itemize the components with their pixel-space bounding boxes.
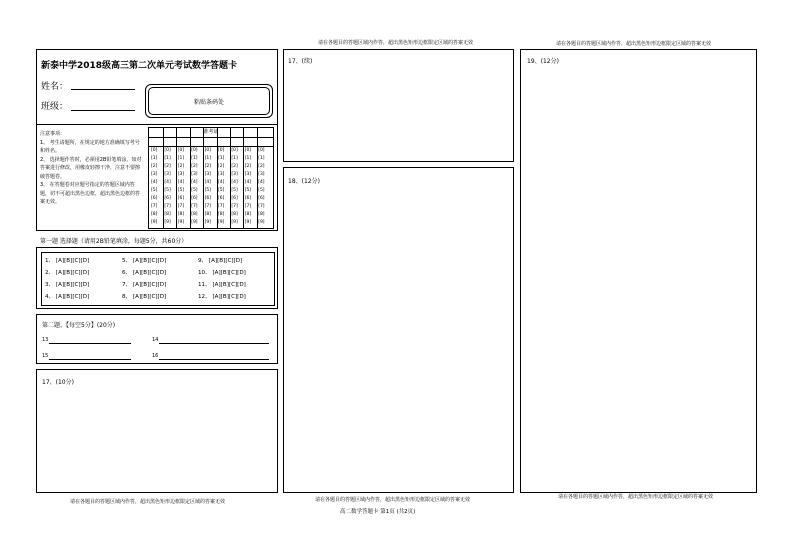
- exam-number-bubbles: [151, 148, 273, 228]
- exam-digit-bubble[interactable]: [0]: [151, 148, 158, 153]
- q17-continued-area[interactable]: [283, 49, 514, 162]
- q18-answer-area[interactable]: [283, 167, 514, 493]
- exam-digit-bubble[interactable]: [1]: [177, 156, 185, 161]
- exam-digit-bubble[interactable]: [3]: [191, 172, 198, 177]
- exam-digit-bubble[interactable]: [4]: [258, 180, 265, 185]
- choice-question-1[interactable]: 1、 [A][B][C][D]: [45, 258, 90, 264]
- exam-digit-bubble[interactable]: [3]: [151, 172, 158, 177]
- exam-digit-bubble[interactable]: [7]: [191, 204, 198, 209]
- exam-digit-bubble[interactable]: [8]: [191, 212, 198, 217]
- exam-digit-bubble[interactable]: [9]: [204, 220, 211, 225]
- exam-digit-bubble[interactable]: [4]: [177, 180, 185, 185]
- q19-answer-area[interactable]: [520, 49, 757, 493]
- exam-digit-bubble[interactable]: [9]: [218, 220, 225, 225]
- exam-digit-bubble[interactable]: [2]: [164, 164, 171, 169]
- exam-digit-bubble[interactable]: [8]: [231, 212, 238, 217]
- grid-column-divider: [257, 128, 258, 228]
- exam-digit-bubble[interactable]: [5]: [191, 188, 198, 193]
- exam-digit-bubble[interactable]: [9]: [244, 220, 252, 225]
- exam-digit-bubble[interactable]: [4]: [218, 180, 225, 185]
- exam-digit-bubble[interactable]: [3]: [204, 172, 211, 177]
- exam-digit-bubble[interactable]: [0]: [218, 148, 225, 153]
- grid-column-divider: [176, 128, 177, 228]
- blank-14-label: 14: [152, 337, 159, 343]
- exam-digit-bubble[interactable]: [4]: [231, 180, 238, 185]
- exam-number-grid: [148, 127, 274, 229]
- class-label: 班级：: [41, 102, 69, 112]
- exam-digit-bubble[interactable]: [1]: [204, 156, 211, 161]
- exam-digit-bubble[interactable]: [9]: [177, 220, 185, 225]
- warning-top-right: 请在各题目的答题区域内作答，超出黑色矩形边框限定区域的答案无效: [556, 41, 712, 47]
- exam-digit-bubble[interactable]: [6]: [164, 196, 171, 201]
- exam-digit-bubble[interactable]: [1]: [244, 156, 252, 161]
- blank-13-label: 13: [42, 337, 49, 343]
- exam-digit-bubble[interactable]: [5]: [244, 188, 252, 193]
- page-footer: 高二数学答题卡 第1页 (共2页): [340, 509, 416, 515]
- exam-digit-bubble[interactable]: [2]: [244, 164, 252, 169]
- choice-inner: [41, 252, 275, 306]
- grid-column-divider: [243, 128, 244, 228]
- exam-digit-bubble[interactable]: [1]: [191, 156, 198, 161]
- warning-bottom-right: 请在各题目的答题区域内作答，超出黑色矩形边框限定区域的答案无效: [558, 494, 714, 500]
- exam-digit-bubble[interactable]: [2]: [204, 164, 211, 169]
- exam-digit-bubble[interactable]: [4]: [164, 180, 171, 185]
- blank-14-field[interactable]: [159, 337, 269, 344]
- exam-digit-bubble[interactable]: [5]: [218, 188, 225, 193]
- exam-digit-bubble[interactable]: [8]: [244, 212, 252, 217]
- exam-digit-bubble[interactable]: [0]: [177, 148, 185, 153]
- q19-label: 19、(12分): [527, 58, 559, 65]
- choice-question-5[interactable]: 5、 [A][B][C][D]: [122, 258, 167, 264]
- exam-digit-bubble[interactable]: [0]: [244, 148, 252, 153]
- exam-number-label: 准考证: [149, 128, 273, 138]
- choice-question-2[interactable]: 2、 [A][B][C][D]: [45, 270, 90, 276]
- grid-column-divider: [190, 128, 191, 228]
- exam-digit-bubble[interactable]: [2]: [191, 164, 198, 169]
- grid-column-divider: [203, 128, 204, 228]
- exam-digit-bubble[interactable]: [6]: [244, 196, 252, 201]
- exam-digit-bubble[interactable]: [3]: [177, 172, 185, 177]
- exam-digit-bubble[interactable]: [0]: [204, 148, 211, 153]
- exam-digit-bubble[interactable]: [9]: [164, 220, 171, 225]
- exam-digit-bubble[interactable]: [8]: [177, 212, 185, 217]
- exam-digit-bubble[interactable]: [1]: [164, 156, 171, 161]
- choice-question-7[interactable]: 7、 [A][B][C][D]: [122, 282, 167, 288]
- exam-digit-bubble[interactable]: [3]: [258, 172, 265, 177]
- sheet-title: 新泰中学2018级高三第二次单元考试数学答题卡: [41, 61, 238, 71]
- exam-number-input-row[interactable]: [149, 137, 273, 147]
- exam-digit-bubble[interactable]: [6]: [204, 196, 211, 201]
- q17-continued-label: 17、(续): [288, 58, 313, 65]
- grid-column-divider: [163, 128, 164, 228]
- exam-digit-bubble[interactable]: [0]: [258, 148, 265, 153]
- exam-digit-bubble[interactable]: [0]: [231, 148, 238, 153]
- exam-digit-bubble[interactable]: [4]: [151, 180, 158, 185]
- exam-digit-bubble[interactable]: [7]: [218, 204, 225, 209]
- exam-digit-bubble[interactable]: [1]: [151, 156, 158, 161]
- exam-digit-bubble[interactable]: [8]: [204, 212, 211, 217]
- choice-question-8[interactable]: 8、 [A][B][C][D]: [122, 294, 167, 300]
- section1-heading: 第一题 选择题（请用2B铅笔填涂，每题5分，共60分）: [40, 238, 188, 245]
- notice-item-1: 1、 考生请题所，在规定的地方准确填写考号和姓名。: [40, 139, 140, 154]
- choice-question-11[interactable]: 11、 [A][B][C][D]: [198, 282, 246, 288]
- notice-item-2: 2、 选择题作答时，必须用2B铅笔填涂，如对答案进行修改，用橡皮轻擦干净，注意不要擦破答题卷。: [40, 156, 142, 180]
- blank-15-field[interactable]: [49, 353, 131, 360]
- exam-digit-bubble[interactable]: [6]: [218, 196, 225, 201]
- exam-digit-bubble[interactable]: [5]: [151, 188, 158, 193]
- divider: [37, 124, 277, 125]
- exam-digit-bubble[interactable]: [4]: [204, 180, 211, 185]
- exam-digit-bubble[interactable]: [1]: [231, 156, 238, 161]
- exam-digit-bubble[interactable]: [4]: [244, 180, 252, 185]
- exam-digit-bubble[interactable]: [6]: [151, 196, 158, 201]
- fill-panel: [36, 314, 278, 364]
- exam-digit-bubble[interactable]: [7]: [177, 204, 185, 209]
- section2-heading: 第二题、【每空5分】(20分): [42, 322, 116, 329]
- exam-digit-bubble[interactable]: [6]: [191, 196, 198, 201]
- exam-digit-bubble[interactable]: [7]: [204, 204, 211, 209]
- exam-digit-bubble[interactable]: [5]: [164, 188, 171, 193]
- exam-digit-bubble[interactable]: [8]: [164, 212, 171, 217]
- class-field[interactable]: [71, 100, 135, 111]
- exam-digit-bubble[interactable]: [2]: [151, 164, 158, 169]
- exam-digit-bubble[interactable]: [2]: [177, 164, 185, 169]
- notice-item-3: 3、 在答题卷对应题号指定的答题区域内答题，切不可超出黑色边框，超出黑色边框的答案无效。: [40, 182, 141, 205]
- blank-13-field[interactable]: [49, 337, 131, 344]
- name-label: 姓名：: [41, 82, 69, 92]
- choice-question-6[interactable]: 6、 [A][B][C][D]: [122, 270, 167, 276]
- blank-15-label: 15: [42, 353, 49, 359]
- notice-block: [40, 130, 144, 207]
- exam-digit-bubble[interactable]: [8]: [218, 212, 225, 217]
- warning-bottom-mid: 请在各题目的答题区域内作答，超出黑色矩形边框限定区域的答案无效: [315, 497, 471, 503]
- exam-digit-bubble[interactable]: [6]: [231, 196, 238, 201]
- exam-digit-bubble[interactable]: [9]: [231, 220, 238, 225]
- exam-digit-bubble[interactable]: [9]: [151, 220, 158, 225]
- exam-digit-bubble[interactable]: [5]: [231, 188, 238, 193]
- exam-digit-bubble[interactable]: [9]: [191, 220, 198, 225]
- exam-digit-bubble[interactable]: [3]: [244, 172, 252, 177]
- exam-digit-bubble[interactable]: [7]: [164, 204, 171, 209]
- q17-label: 17、(10分): [42, 379, 74, 386]
- exam-digit-bubble[interactable]: [7]: [258, 204, 265, 209]
- barcode-label: 粘贴条码处: [193, 99, 224, 106]
- choice-question-10[interactable]: 10、 [A][B][C][D]: [198, 270, 246, 276]
- exam-digit-bubble[interactable]: [5]: [177, 188, 185, 193]
- name-field[interactable]: [71, 79, 135, 90]
- exam-digit-bubble[interactable]: [2]: [218, 164, 225, 169]
- exam-digit-bubble[interactable]: [5]: [258, 188, 265, 193]
- exam-digit-bubble[interactable]: [8]: [258, 212, 265, 217]
- warning-top-mid: 请在各题目的答题区域内作答，超出黑色矩形边框限定区域的答案无效: [318, 40, 474, 46]
- choice-question-4[interactable]: 4、 [A][B][C][D]: [45, 294, 90, 300]
- exam-digit-bubble[interactable]: [5]: [204, 188, 211, 193]
- q17-answer-area[interactable]: [36, 369, 278, 493]
- choice-question-3[interactable]: 3、 [A][B][C][D]: [45, 282, 90, 288]
- exam-digit-bubble[interactable]: [6]: [177, 196, 185, 201]
- exam-digit-bubble[interactable]: [8]: [151, 212, 158, 217]
- q18-label: 18、(12分): [288, 178, 320, 185]
- exam-digit-bubble[interactable]: [7]: [151, 204, 158, 209]
- exam-digit-bubble[interactable]: [7]: [231, 204, 238, 209]
- blank-16-label: 16: [152, 353, 159, 359]
- header-panel: [36, 49, 278, 231]
- exam-digit-bubble[interactable]: [4]: [191, 180, 198, 185]
- barcode-area: [145, 84, 273, 118]
- exam-digit-bubble[interactable]: [1]: [258, 156, 265, 161]
- grid-column-divider: [217, 128, 218, 228]
- exam-digit-bubble[interactable]: [2]: [231, 164, 238, 169]
- warning-bottom-left: 请在各题目的答题区域内作答，超出黑色矩形边框限定区域的答案无效: [70, 499, 226, 505]
- exam-digit-bubble[interactable]: [2]: [258, 164, 265, 169]
- exam-digit-bubble[interactable]: [6]: [258, 196, 265, 201]
- choice-question-9[interactable]: 9、 [A][B][C][D]: [198, 258, 243, 264]
- exam-digit-bubble[interactable]: [0]: [164, 148, 171, 153]
- notice-heading: 注意事项：: [40, 131, 66, 137]
- choice-panel: [36, 247, 278, 309]
- exam-digit-bubble[interactable]: [3]: [231, 172, 238, 177]
- exam-digit-bubble[interactable]: [3]: [164, 172, 171, 177]
- grid-column-divider: [230, 128, 231, 228]
- exam-digit-bubble[interactable]: [3]: [218, 172, 225, 177]
- exam-digit-bubble[interactable]: [0]: [191, 148, 198, 153]
- choice-question-12[interactable]: 12、 [A][B][C][D]: [198, 294, 246, 300]
- blank-16-field[interactable]: [159, 353, 269, 360]
- exam-digit-bubble[interactable]: [9]: [258, 220, 265, 225]
- exam-digit-bubble[interactable]: [7]: [244, 204, 252, 209]
- exam-digit-bubble[interactable]: [1]: [218, 156, 225, 161]
